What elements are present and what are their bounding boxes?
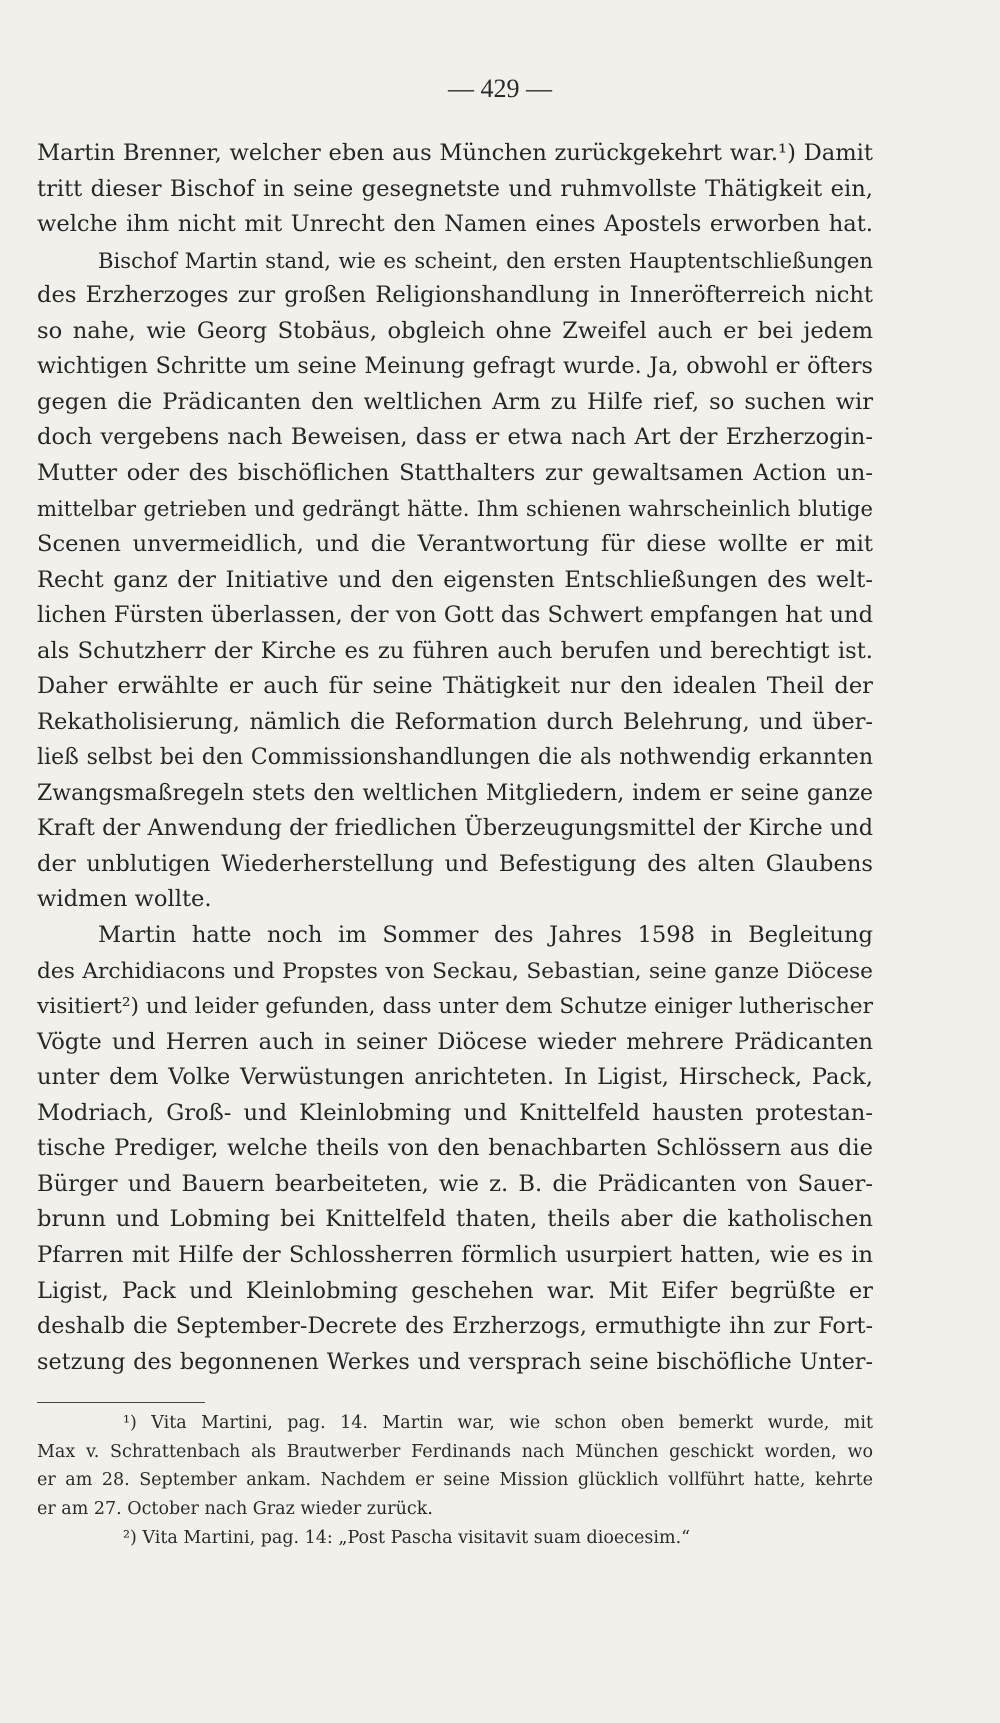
text-line: brunn und Lobming bei Knittelfeld thaten, theils aber die katholischen <box>37 1206 873 1233</box>
text-line: des Erzherzoges zur großen Religionshandlung in Inneröfterreich nicht <box>37 282 873 309</box>
footnote-line: er am 27. October nach Graz wieder zurück. <box>37 1499 433 1520</box>
text-line: gegen die Prädicanten den weltlichen Arm zu Hilfe rief, so suchen wir <box>37 388 873 415</box>
text-line: mittelbar getrieben und gedrängt hätte. Ihm schienen wahrscheinlich blutige <box>37 496 873 522</box>
page-number: — 429 — <box>448 74 552 103</box>
text-line: Bürger und Bauern bearbeiteten, wie z. B. die Prädicanten von Sauer- <box>37 1170 873 1197</box>
text-line: als Schutzherr der Kirche es zu führen auch berufen und berechtigt ist. <box>37 637 873 664</box>
text-line: setzung des begonnenen Werkes und versprach seine bischöfliche Unter- <box>37 1348 873 1375</box>
text-line: Bischof Martin stand, wie es scheint, den ersten Hauptentschließungen <box>98 247 873 273</box>
text-line: Martin Brenner, welcher eben aus München zurückgekehrt war.¹) Damit <box>37 140 873 166</box>
text-line: Scenen unvermeidlich, und die Verantwortung für diese wollte er mit <box>37 531 873 558</box>
text-line: Daher erwählte er auch für seine Thätigkeit nur den idealen Theil der <box>37 673 873 700</box>
text-line: des Archidiacons und Propstes von Seckau, Sebastian, seine ganze Diöcese <box>37 958 873 984</box>
text-line: so nahe, wie Georg Stobäus, obgleich ohne Zweifel auch er bei jedem <box>37 317 873 344</box>
text-line: visitiert²) und leider gefunden, dass unter dem Schutze einiger lutherischer <box>37 994 873 1020</box>
text-line: deshalb die September-Decrete des Erzherzogs, ermuthigte ihn zur Fort- <box>37 1313 873 1340</box>
text-line: Pfarren mit Hilfe der Schlossherren förmlich usurpiert hatten, wie es in <box>37 1241 873 1268</box>
text-line: ließ selbst bei den Commissionshandlungen die als nothwendig erkannten <box>37 745 873 771</box>
text-line: Modriach, Groß- und Kleinlobming und Knittelfeld hausten protestan- <box>37 1099 873 1126</box>
text-line: Ligist, Pack und Kleinlobming geschehen war. Mit Eifer begrüßte er <box>37 1277 873 1304</box>
footnotes <box>37 1409 873 1552</box>
body-text <box>37 136 873 1380</box>
text-line: Zwangsmaßregeln stets den weltlichen Mitgliedern, indem er seine ganze <box>37 780 873 806</box>
text-line: welche ihm nicht mit Unrecht den Namen eines Apostels erworben hat. <box>37 211 873 238</box>
text-line: unter dem Volke Verwüstungen anrichteten. In Ligist, Hirscheck, Pack, <box>37 1064 873 1091</box>
text-line: widmen wollte. <box>37 886 212 913</box>
text-line: lichen Fürsten überlassen, der von Gott das Schwert empfangen hat und <box>37 602 874 629</box>
text-line: der unblutigen Wiederherstellung und Befestigung des alten Glaubens <box>37 850 873 877</box>
text-line: Martin hatte noch im Sommer des Jahres 1598 in Begleitung <box>98 922 873 949</box>
footnote-line: ¹) Vita Martini, pag. 14. Martin war, wie schon oben bemerkt wurde, mit <box>123 1413 873 1433</box>
text-line: Recht ganz der Initiative und den eigensten Entschließungen des welt- <box>37 566 873 593</box>
footnote-divider <box>37 1402 205 1403</box>
text-line: tische Prediger, welche theils von den benachbarten Schlössern aus die <box>37 1135 873 1162</box>
text-line: wichtigen Schritte um seine Meinung gefragt wurde. Ja, obwohl er öfters <box>37 353 873 380</box>
text-line: Mutter oder des bischöflichen Statthalters zur gewaltsamen Action un- <box>37 459 873 486</box>
footnote-line: Max v. Schrattenbach als Brautwerber Ferdinands nach München geschickt worden, wo <box>37 1441 873 1462</box>
text-line: tritt dieser Bischof in seine gesegnetste und ruhmvollste Thätigkeit ein, <box>37 175 873 202</box>
footnote-line: ²) Vita Martini, pag. 14: „Post Pascha visitavit suam dioecesim.“ <box>123 1527 691 1548</box>
footnote-line: er am 28. September ankam. Nachdem er seine Mission glücklich vollführt hatte, kehrte <box>37 1470 873 1491</box>
text-line: doch vergebens nach Beweisen, dass er etwa nach Art der Erzherzogin- <box>37 424 873 451</box>
text-line: Rekatholisierung, nämlich die Reformation durch Belehrung, und über- <box>37 708 873 735</box>
text-line: Vögte und Herren auch in seiner Diöcese wieder mehrere Prädicanten <box>37 1028 873 1055</box>
text-line: Kraft der Anwendung der friedlichen Überzeugungsmittel der Kirche und <box>37 815 873 842</box>
